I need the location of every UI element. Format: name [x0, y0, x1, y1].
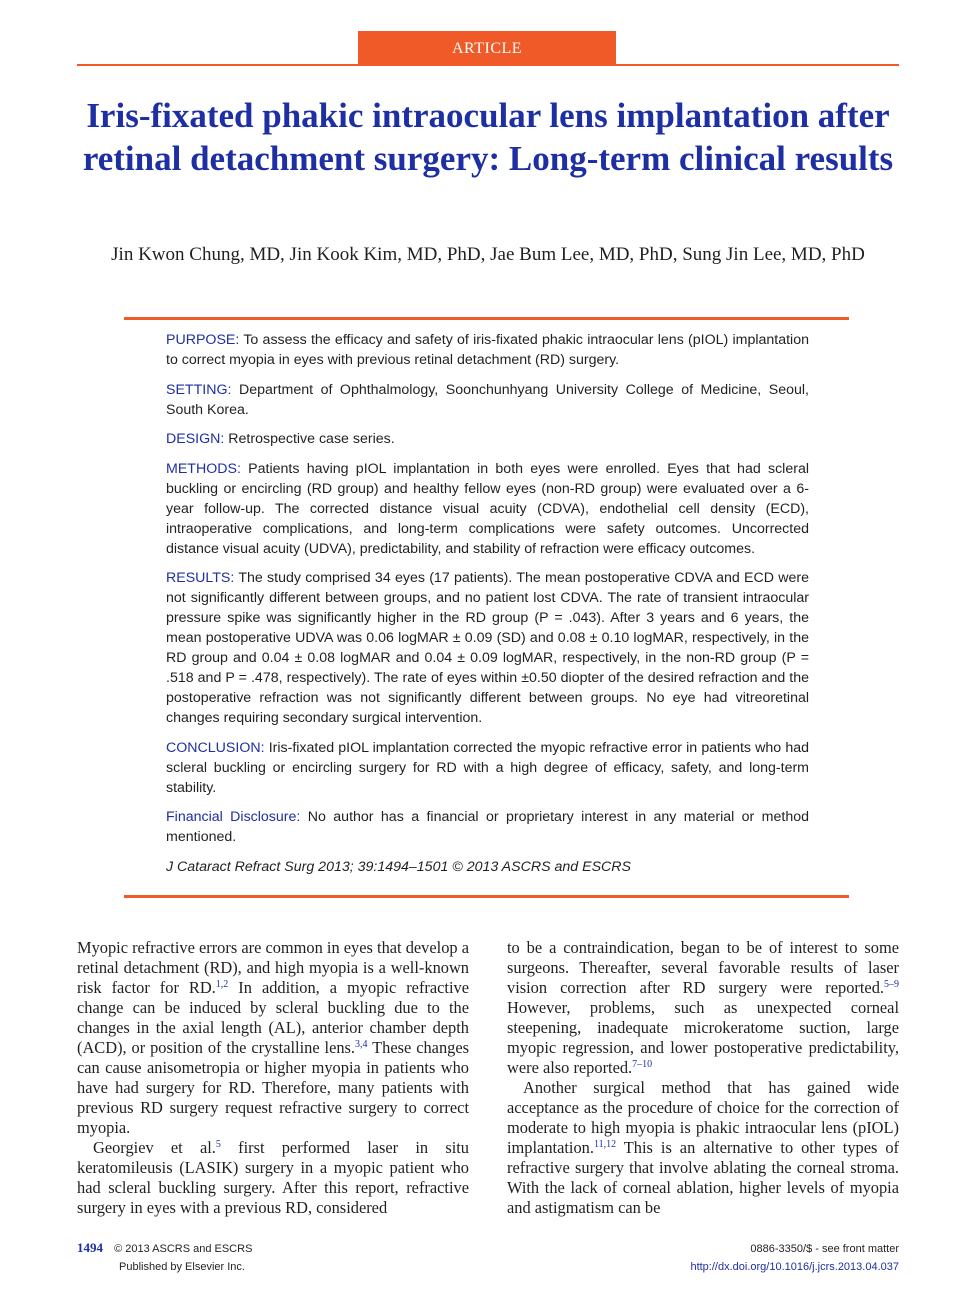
article-type-tag: ARTICLE — [358, 31, 616, 65]
body-text: Another surgical method that has gained wide acceptance as the procedure of choice for the correction of moderate to high myopia is phakic intraocular lens (pIOL) implantation. — [507, 1078, 899, 1157]
reference-link[interactable]: 11,12 — [593, 1139, 617, 1150]
footer-left-top — [77, 1240, 252, 1256]
abstract-label: CONCLUSION: — [166, 739, 265, 756]
footer-copyright: © 2013 ASCRS and ESCRS — [114, 1243, 253, 1255]
body-paragraph — [507, 938, 899, 1078]
journal-citation: J Cataract Refract Surg 2013; 39:1494–1501 © 2013 ASCRS and ESCRS — [166, 858, 631, 875]
body-text: to be a contraindication, began to be of interest to some surgeons. Thereafter, several favorable results of laser vision correction after RD surgery were reported. — [507, 938, 899, 997]
body-paragraph — [507, 1078, 899, 1218]
abstract-methods — [166, 459, 809, 559]
reference-link[interactable]: 5–9 — [884, 979, 899, 990]
reference-link[interactable]: 7–10 — [632, 1059, 653, 1070]
abstract-setting — [166, 380, 809, 420]
abstract-text: Iris-fixated pIOL implantation corrected the myopic refractive error in patients who had scleral buckling or encircling surgery for RD with a high degree of efficacy, safety, and long-term stability. — [166, 739, 809, 796]
body-paragraph — [77, 1138, 469, 1218]
abstract-text: Department of Ophthalmology, Soonchunhyang University College of Medicine, Seoul, South Korea. — [166, 381, 809, 418]
abstract-text: Retrospective case series. — [224, 431, 395, 447]
body-text: In addition, a myopic refractive change can be induced by scleral buckling due to the changes in the axial length (AL), anterior chamber depth (ACD), or position of the crystalline lens. — [77, 978, 469, 1057]
abstract — [166, 330, 809, 886]
body-text: Georgiev et al. — [93, 1138, 216, 1157]
abstract-design — [166, 429, 809, 449]
article-title: Iris-fixated phakic intraocular lens implantation after retinal detachment surgery: Long-term clinical results — [82, 96, 894, 178]
footer-issn: 0886-3350/$ - see front matter — [750, 1243, 899, 1255]
abstract-label: RESULTS: — [166, 570, 235, 586]
doi-link[interactable]: http://dx.doi.org/10.1016/j.jcrs.2013.04.037 — [690, 1261, 899, 1273]
abstract-label: PURPOSE: — [166, 332, 240, 348]
abstract-results — [166, 568, 809, 728]
reference-link[interactable]: 1,2 — [215, 979, 229, 990]
author-list: Jin Kwon Chung, MD, Jin Kook Kim, MD, PhD, Jae Bum Lee, MD, PhD, Sung Jin Lee, MD, PhD — [111, 244, 865, 265]
abstract-label: METHODS: — [166, 460, 241, 477]
body-column-left — [77, 938, 469, 1218]
abstract-label: DESIGN: — [166, 431, 225, 447]
body-text: first performed laser in situ keratomileusis (LASIK) surgery in a myopic patient who had scleral buckling surgery. After this report, refractive surgery in eyes with a previous RD, considered — [77, 1138, 470, 1217]
abstract-text: The study comprised 34 eyes (17 patients). The mean postoperative CDVA and ECD were not significantly different between groups, and no patient lost CDVA. The rate of transient intraocular pressure spike was significantly higher in the RD group (P = .043). After 3 years and 6 years, the mean postoperative UDVA was 0.06 logMAR ± 0.09 (SD) and 0.08 ± 0.10 logMAR, respectively, in the RD group and 0.04 ± 0.08 logMAR and 0.04 ± 0.09 logMAR, respectively, in the non-RD group (P = .518 and P = .478, respectively). The rate of eyes within ±0.50 diopter of the desired refraction and the postoperative refraction was not significantly different between groups. No eye had vitreoretinal changes requiring secondary surgical intervention. — [166, 570, 809, 726]
abstract-rule-bottom — [124, 895, 849, 898]
reference-link[interactable]: 3,4 — [355, 1039, 368, 1050]
reference-link[interactable]: 5 — [215, 1139, 221, 1150]
page-number: 1494 — [77, 1240, 103, 1255]
body-text: These changes can cause anisometropia or higher myopia in patients who have had surgery for RD. Therefore, many patients with previous RD surgery request refractive surgery to correct myopia. — [77, 1038, 469, 1137]
abstract-label: SETTING: — [166, 381, 232, 398]
abstract-text: No author has a financial or proprietary interest in any material or method mentioned. — [166, 809, 809, 845]
body-text: Myopic refractive errors are common in eyes that develop a retinal detachment (RD), and high myopia is a well-known risk factor for RD. — [77, 938, 469, 997]
abstract-financial-disclosure — [166, 807, 809, 847]
body-text: However, problems, such as unexpected corneal steepening, inadequate microkeratome suction, large myopic regression, and lower postoperative predictability, were also reported. — [507, 998, 899, 1077]
body-text: This is an alternative to other types of refractive surgery that involve ablating the corneal stroma. With the lack of corneal ablation, higher levels of myopia and astigmatism can be — [507, 1138, 899, 1217]
abstract-text: Patients having pIOL implantation in both eyes were enrolled. Eyes that had scleral buckling or encircling (RD group) and healthy fellow eyes (non-RD group) were evaluated over a 6-year follow-up. The corrected distance visual acuity (CDVA), endothelial cell density (ECD), intraoperative complications, and long-term complications were safety outcomes. Uncorrected distance visual acuity (UDVA), predictability, and stability of refraction were efficacy outcomes. — [166, 460, 809, 557]
body-column-right — [507, 938, 899, 1218]
abstract-rule-top — [124, 317, 849, 320]
abstract-conclusion — [166, 738, 809, 798]
abstract-text: To assess the efficacy and safety of iris-fixated phakic intraocular lens (pIOL) implantation to correct myopia in eyes with previous retinal detachment (RD) surgery. — [166, 332, 809, 368]
abstract-purpose — [166, 330, 809, 370]
abstract-label: Financial Disclosure: — [166, 809, 301, 825]
body-paragraph — [77, 938, 469, 1138]
header-rule — [77, 64, 899, 66]
footer-publisher: Published by Elsevier Inc. — [119, 1261, 245, 1273]
